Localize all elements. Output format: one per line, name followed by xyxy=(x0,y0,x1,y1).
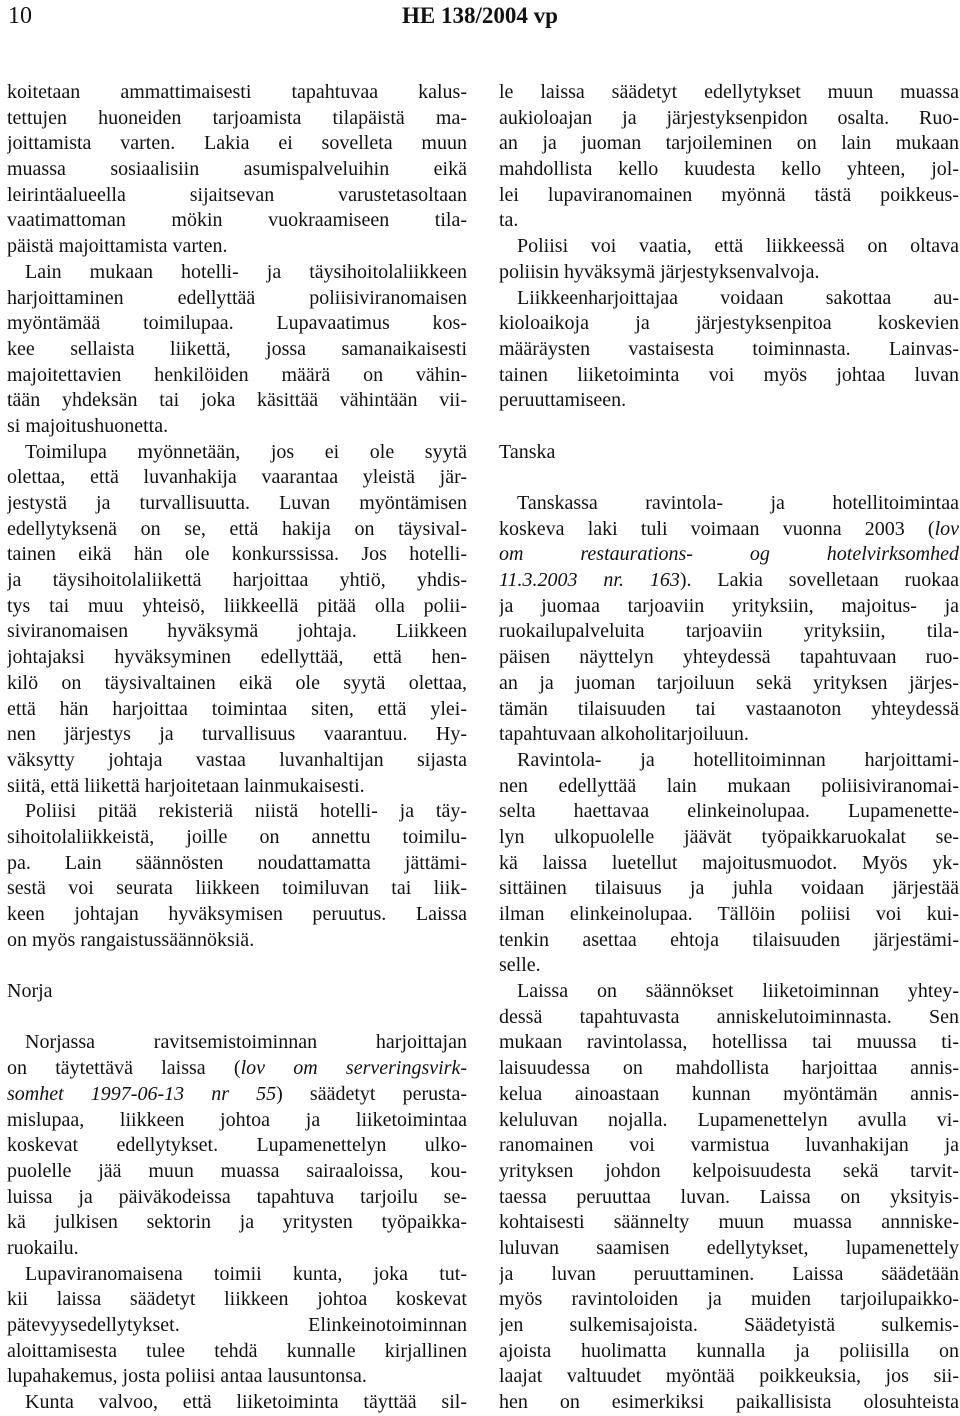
text-line: ruokailu. xyxy=(7,1236,79,1259)
text-line: joittamista varten. Lakia ei sovelleta muun xyxy=(7,132,467,155)
paragraph-spacer xyxy=(7,1005,467,1031)
right-column xyxy=(499,80,959,1416)
text-line: on myös rangaistussäännöksiä. xyxy=(7,928,255,951)
text-line: nen järjestys ja turvallisuus vaarantuu. Hy- xyxy=(7,723,467,746)
text-line: ajoista huolimatta kunnalla ja poliisilla on xyxy=(499,1339,959,1362)
text-line: johtajaksi hyväksyminen edellyttää, että hen- xyxy=(7,646,467,669)
text-line: tys tai muu yhteisö, liikkeellä pitää olla polii- xyxy=(7,594,467,617)
italic-citation: lov om serveringsvirk- xyxy=(240,1057,467,1080)
text-fragment: ) säädetyt perusta- xyxy=(276,1082,467,1105)
text-line: mukaan ravintolassa, hotellissa tai muussa ti- xyxy=(499,1031,959,1054)
text-line: nen edellyttää lain mukaan poliisiviranomai- xyxy=(499,774,959,797)
text-line: kilö on täysivaltainen eikä ole syytä olettaa, xyxy=(7,671,467,694)
text-line: pa. Lain säännösten noudattamatta jättämi- xyxy=(7,851,467,874)
text-line: majoitettavien henkilöiden määrä on vähin- xyxy=(7,363,467,386)
text-line: Lain mukaan hotelli- ja täysihoitolaliikkeen xyxy=(25,260,467,283)
text-line: mislupaa, liikkeen johtoa ja liiketoimintaa xyxy=(7,1108,467,1131)
text-line: väksytty johtaja vastaa luvanhaltijan sijasta xyxy=(7,748,467,771)
text-line: ruokailupalveluita tarjoaviin yrityksiin, tila- xyxy=(499,620,959,643)
text-line: Poliisi pitää rekisteriä niistä hotelli- ja täy- xyxy=(25,800,467,823)
text-line: an ja juoman tarjoileminen on lain mukaan xyxy=(499,132,959,155)
text-fragment: ). Lakia sovelletaan ruokaa xyxy=(679,569,959,592)
text-line: Kunta valvoo, että liiketoiminta täyttää sil- xyxy=(25,1391,467,1414)
text-line: kohtaisesti säännelty muun muassa annniske- xyxy=(499,1211,959,1234)
text-line xyxy=(7,1082,467,1108)
text-line: tettujen huoneiden tarjoamista tilapäistä ma- xyxy=(7,106,467,129)
text-line: päistä majoittamista varten. xyxy=(7,235,228,258)
text-line: yrityksen johdon kelpoisuudesta sekä tarvit- xyxy=(499,1159,959,1182)
text-line: dessä tapahtuvasta anniskelutoiminnasta. Sen xyxy=(499,1005,959,1028)
text-line: koskevat edellytykset. Lupamenettelyn ulko- xyxy=(7,1134,467,1157)
text-line: aukioloajan ja järjestyksenpidon osalta. Ruo- xyxy=(499,106,959,129)
left-column xyxy=(7,80,467,1416)
text-line: sittäinen tilaisuus ja juhla voidaan järjestää xyxy=(499,877,959,900)
text-line xyxy=(499,542,959,568)
text-line: ja juomaa tarjoaviin yrityksiin, majoitus- ja xyxy=(499,594,959,617)
text-line: si majoitushuonetta. xyxy=(7,414,169,437)
text-line: myöntämää toimilupaa. Lupavaatimus kos- xyxy=(7,312,467,335)
text-line xyxy=(499,568,959,594)
text-line: sestä voi seurata liikkeen toimiluvan tai liik- xyxy=(7,877,467,900)
page-number: 10 xyxy=(8,3,32,29)
text-line: myös ravintoloiden ja muiden tarjoilupaikko- xyxy=(499,1288,959,1311)
text-line: puolelle jää muun muassa sairaaloissa, kou- xyxy=(7,1159,467,1182)
text-line: lupahakemus, josta poliisi antaa lausuntonsa. xyxy=(7,1365,367,1388)
text-line: kelua ainoastaan kunnan myöntämän annis- xyxy=(499,1082,959,1105)
italic-citation: somhet 1997-06-13 nr 55 xyxy=(7,1082,277,1105)
text-line: kii laissa säädetyt liikkeen johtoa koskevat xyxy=(7,1288,467,1311)
text-line: harjoittaminen edellyttää poliisiviranomaisen xyxy=(7,286,467,309)
text-line: keluluvan nojalla. Lupamenettelyn avulla vi- xyxy=(499,1108,959,1131)
text-line: aloittamisesta tulee tehdä kunnalle kirjallinen xyxy=(7,1339,467,1362)
text-line: Norjassa ravitsemistoiminnan harjoittajan xyxy=(25,1031,467,1054)
text-line: muassa sosiaalisiin asumispalveluihin eikä xyxy=(7,158,467,181)
text-line: tainen liiketoiminta voi myös johtaa luvan xyxy=(499,363,959,386)
text-line: ranomainen voi varmistua luvanhakijan ja xyxy=(499,1134,959,1157)
text-line: edellytyksenä on se, että hakija on täysival- xyxy=(7,517,467,540)
text-line: Laissa on säännökset liiketoiminnan yhtey- xyxy=(517,980,959,1003)
paragraph-spacer xyxy=(499,414,959,440)
text-line: jen sulkemisajoista. Säädetyistä sulkemis- xyxy=(499,1314,959,1336)
text-line xyxy=(499,517,959,543)
text-line: sihoitolaliikkeistä, joille on annettu toimilu- xyxy=(7,825,467,848)
text-line: hen on esimerkiksi paikallisista olosuhteista xyxy=(499,1391,959,1414)
text-fragment: on täytettävä laissa ( xyxy=(7,1057,241,1080)
text-line: kä laissa luetellut majoitusmuodot. Myös yk- xyxy=(499,851,959,874)
text-line: pätevyysedellytykset. Elinkeinotoiminnan xyxy=(7,1314,467,1336)
text-line: lei lupaviranomainen myönnä tästä poikkeus- xyxy=(499,183,959,206)
text-line: selta haettavaa elinkeinolupaa. Lupamenette- xyxy=(499,800,959,823)
paragraph-spacer xyxy=(499,465,959,491)
text-line: an ja juoman tarjoiluun sekä yrityksen järjes- xyxy=(499,671,959,694)
text-line: siviranomaisen hyväksymä johtaja. Liikkeen xyxy=(7,620,467,643)
text-fragment: koskeva laki tuli voimaan vuonna 2003 ( xyxy=(499,517,935,540)
italic-citation: 11.3.2003 nr. 163 xyxy=(499,569,680,592)
text-line: ja täysihoitolaliikettä harjoittaa yhtiö, yhdis- xyxy=(7,569,467,592)
text-line: Ravintola- ja hotellitoiminnan harjoittami- xyxy=(517,748,959,771)
text-line: kioloaikoja ja järjestyksenpitoa koskevien xyxy=(499,312,959,335)
italic-citation: om restaurations- og hotelvirksomhed xyxy=(499,543,959,566)
text-fragment: Tanskassa ravintola- ja hotellitoimintaa xyxy=(517,492,959,514)
text-line: vaatimattoman mökin vuokraamiseen tila- xyxy=(7,209,467,232)
text-line: päisen näyttelyn yhteydessä tapahtuvaan ruo- xyxy=(499,646,959,669)
text-line: laajat valtuudet myöntää poikkeuksia, jos sii- xyxy=(499,1365,959,1388)
paragraph-spacer xyxy=(7,953,467,979)
text-line: tapahtuvaan alkoholitarjoiluun. xyxy=(499,723,749,746)
text-line: jestystä ja turvallisuutta. Luvan myöntämisen xyxy=(7,492,467,514)
text-line: ilman elinkeinolupaa. Tällöin poliisi voi kui- xyxy=(499,903,959,925)
text-line: tainen eikä hän ole konkurssissa. Jos hotelli- xyxy=(7,543,467,566)
text-line: kee sellaista liikettä, jossa samanaikaisesti xyxy=(7,337,467,360)
text-line: leirintäalueella sijaitsevan varustetasoltaan xyxy=(7,183,467,206)
text-line: ja luvan peruuttaminen. Laissa säädetään xyxy=(499,1262,959,1285)
text-line: laisuudessa on mahdollista harjoittaa annis- xyxy=(499,1057,959,1080)
text-line: siitä, että liikettä harjoitetaan lainmukaisesti. xyxy=(7,774,365,797)
text-line: Liikkeenharjoittajaa voidaan sakottaa au- xyxy=(517,286,959,309)
text-line: Toimilupa myönnetään, jos ei ole syytä xyxy=(25,440,467,463)
text-line: ta. xyxy=(499,209,519,232)
text-line: määräysten vastaisesta toiminnasta. Lainvas- xyxy=(499,337,959,360)
document-id: HE 138/2004 vp xyxy=(402,3,558,28)
text-line: tenkin asettaa ehtoja tilaisuuden järjestämi- xyxy=(499,928,959,951)
text-line: tään yhdeksän tai joka käsittää vähintään vii- xyxy=(7,389,467,412)
text-line: luluvan saamisen edellytykset, lupamenettely xyxy=(499,1236,959,1259)
text-line: tämän tilaisuuden tai vastaanoton yhteydessä xyxy=(499,697,959,720)
text-line: olettaa, että luvanhakija vaarantaa yleistä jär- xyxy=(7,466,467,489)
text-line: peruuttamiseen. xyxy=(499,389,627,412)
section-heading: Norja xyxy=(7,980,53,1003)
text-line: Poliisi voi vaatia, että liikkeessä on oltava xyxy=(517,235,959,258)
text-line: luissa ja päiväkodeissa tapahtuva tarjoilu se- xyxy=(7,1185,467,1208)
text-line: keen johtajan hyväksymisen peruutus. Laissa xyxy=(7,903,467,925)
section-heading: Tanska xyxy=(499,440,556,463)
text-line: poliisin hyväksymä järjestyksenvalvoja. xyxy=(499,260,820,283)
text-line: selle. xyxy=(499,954,541,977)
text-line: le laissa säädetyt edellytykset muun muassa xyxy=(499,81,959,103)
text-line: mahdollista kello kuudesta kello yhteen, jol- xyxy=(499,158,959,181)
text-line: taessa peruuttaa luvan. Laissa on yksityis- xyxy=(499,1185,959,1208)
text-line xyxy=(499,491,959,517)
text-line: että hän harjoittaa toimintaa siten, että ylei- xyxy=(7,697,467,720)
text-line: kä julkisen sektorin ja yritysten työpaikka- xyxy=(7,1211,467,1234)
italic-citation: lov xyxy=(934,517,959,540)
text-line: lyn ulkopuolelle jäävät työpaikkaruokalat se- xyxy=(499,825,959,848)
text-line xyxy=(7,1056,467,1082)
text-line: Lupaviranomaisena toimii kunta, joka tut- xyxy=(25,1262,467,1285)
text-line: koitetaan ammattimaisesti tapahtuvaa kalus- xyxy=(7,81,467,103)
